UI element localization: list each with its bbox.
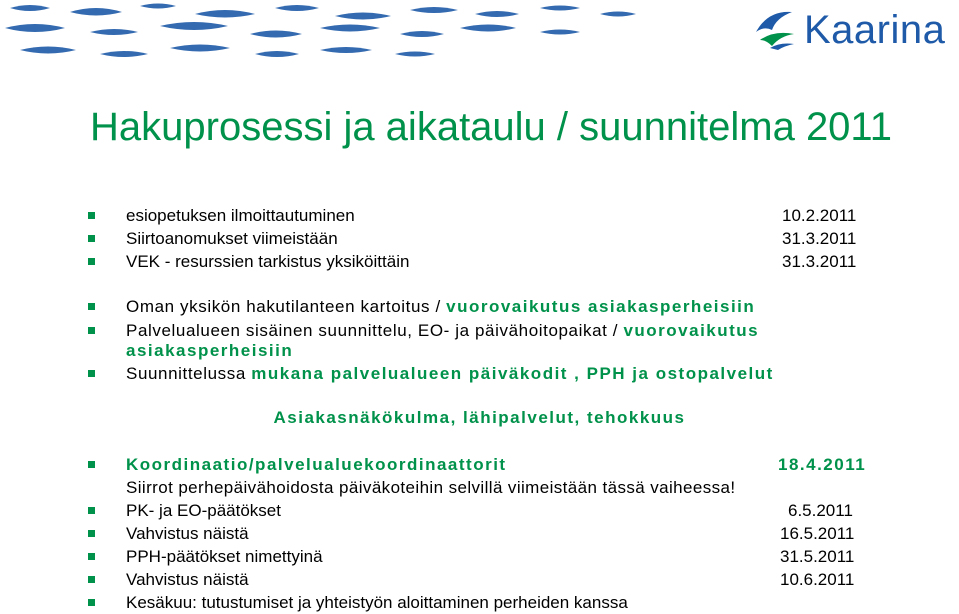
item-bold-text: asiakasperheisiin [126, 341, 294, 360]
item-date: 10.2.2011 [782, 206, 857, 225]
page-title: Hakuprosessi ja aikataulu / suunnitelma 2011 [90, 104, 892, 149]
item-plain-text: Oman yksikön hakutilanteen kartoitus / [126, 297, 447, 316]
tagline: Asiakasnäkökulma, lähipalvelut, tehokkuus [273, 408, 686, 427]
item-plain-text: Suunnittelussa [126, 364, 252, 383]
item-date: 6.5.2011 [788, 501, 853, 520]
item-text [126, 296, 755, 318]
logo-text: Kaarina [804, 8, 946, 52]
bullet-square-icon [88, 258, 95, 265]
kaarina-logo [752, 6, 957, 56]
bullet-square-icon [88, 553, 95, 560]
item-text: PPH-päätökset nimettyinä [126, 547, 323, 566]
item-bold-text: Koordinaatio/palvelualuekoordinaattorit [126, 455, 507, 474]
item-text: Siirtoanomukset viimeistään [126, 229, 338, 248]
item-date: 31.3.2011 [782, 229, 857, 248]
bullet-square-icon [88, 576, 95, 583]
note-text: Siirrot perhepäivähoidosta päiväkoteihin selvillä viimeistään tässä vaiheessa! [126, 478, 736, 497]
item-text: Vahvistus näistä [126, 570, 249, 589]
bullet-square-icon [88, 303, 95, 310]
bullet-square-icon [88, 370, 95, 377]
item-text: Vahvistus näistä [126, 524, 249, 543]
kaarina-logo-mark-icon [752, 6, 802, 52]
item-bold-text: vuorovaikutus asiakasperheisiin [446, 297, 756, 316]
item-date: 18.4.2011 [778, 455, 867, 474]
bullet-square-icon [88, 461, 95, 468]
item-date: 16.5.2011 [780, 524, 855, 543]
item-text [126, 363, 774, 385]
bullet-square-icon [88, 507, 95, 514]
item-date: 10.6.2011 [780, 570, 855, 589]
item-bold-text: vuorovaikutus [623, 321, 760, 340]
item-text: Kesäkuu: tutustumiset ja yhteistyön aloittaminen perheiden kanssa [126, 593, 628, 612]
item-date: 31.5.2011 [780, 547, 855, 566]
bullet-square-icon [88, 212, 95, 219]
decorative-wave-band [0, 0, 680, 70]
bullet-square-icon [88, 599, 95, 606]
bullet-square-icon [88, 235, 95, 242]
bullet-square-icon [88, 530, 95, 537]
item-date: 31.3.2011 [782, 252, 857, 271]
item-text: PK- ja EO-päätökset [126, 501, 281, 520]
item-text: VEK - resurssien tarkistus yksiköittäin [126, 252, 410, 271]
item-bold-text: mukana palvelualueen päiväkodit , PPH ja ostopalvelut [251, 364, 774, 383]
bullet-square-icon [88, 327, 95, 334]
item-plain-text: Palvelualueen sisäinen suunnittelu, EO- ja päivähoitopaikat / [126, 321, 624, 340]
item-text [126, 320, 759, 342]
item-text: esiopetuksen ilmoittautuminen [126, 206, 355, 225]
